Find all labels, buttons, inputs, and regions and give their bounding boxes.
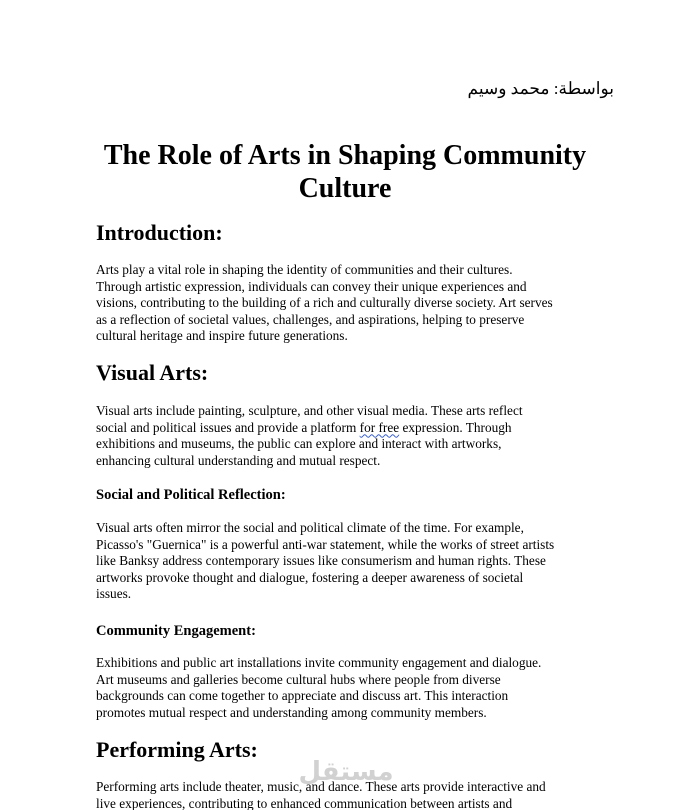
paragraph-line: promotes mutual respect and understanding among community members. <box>96 704 487 720</box>
text-run: expression. Through <box>399 419 512 435</box>
paragraph-line: Exhibitions and public art installations invite community engagement and dialogue. <box>96 655 542 670</box>
paragraph-community-engagement <box>96 655 601 721</box>
paragraph-line <box>96 420 601 437</box>
paragraph-line: backgrounds can come together to appreciate and discuss art. This interaction <box>96 688 509 704</box>
heading-performing-arts: Performing Arts: <box>96 737 258 762</box>
paragraph-line: as a reflection of societal values, challenges, and aspirations, helping to preserve <box>96 311 525 327</box>
paragraph-line: cultural heritage and inspire future generations. <box>96 328 348 344</box>
heading-visual-arts: Visual Arts: <box>96 360 209 385</box>
paragraph-line: issues. <box>96 586 132 602</box>
paragraph-line: Through artistic expression, individuals can convey their unique experiences and <box>96 278 527 294</box>
heading-social-political-reflection: Social and Political Reflection: <box>96 487 286 503</box>
paragraph-line: artworks provoke thought and dialogue, fostering a deeper awareness of societal <box>96 569 524 585</box>
document-title <box>90 139 600 205</box>
paragraph-introduction <box>96 262 601 345</box>
author-byline: بواسطة: محمد وسيم <box>467 79 614 98</box>
paragraph-visual-arts <box>96 403 601 469</box>
paragraph-line: enhancing cultural understanding and mutual respect. <box>96 452 381 468</box>
paragraph-line: Art museums and galleries become cultural hubs where people from diverse <box>96 671 501 687</box>
title-line: Culture <box>298 173 392 204</box>
paragraph-line: Picasso's "Guernica" is a powerful anti-war statement, while the works of street artists <box>96 536 555 552</box>
heading-introduction: Introduction: <box>96 220 223 245</box>
paragraph-line: Arts play a vital role in shaping the identity of communities and their cultures. <box>96 262 513 277</box>
watermark-logo <box>296 755 396 791</box>
paragraph-line: Performing arts include theater, music, and dance. These arts provide interactive and <box>96 779 546 794</box>
paragraph-line: exhibitions and museums, the public can explore and interact with artworks, <box>96 436 502 452</box>
heading-community-engagement: Community Engagement: <box>96 623 256 639</box>
paragraph-line: Visual arts include painting, sculpture, and other visual media. These arts reflect <box>96 403 523 418</box>
grammar-flag[interactable]: for free <box>359 419 400 435</box>
paragraph-line: like Banksy address contemporary issues like consumerism and human rights. These <box>96 553 546 569</box>
paragraph-line: Visual arts often mirror the social and political climate of the time. For example, <box>96 520 524 535</box>
paragraph-line: visions, contributing to the building of a rich and culturally diverse society. Art serves <box>96 295 553 311</box>
paragraph-social-political-reflection <box>96 520 601 603</box>
paragraph-line: live experiences, contributing to enhanced communication between artists and <box>96 795 513 810</box>
text-run: social and political issues and provide a platform <box>96 419 360 435</box>
title-line: The Role of Arts in Shaping Community <box>103 140 587 171</box>
watermark-text: مستقل <box>298 757 394 787</box>
